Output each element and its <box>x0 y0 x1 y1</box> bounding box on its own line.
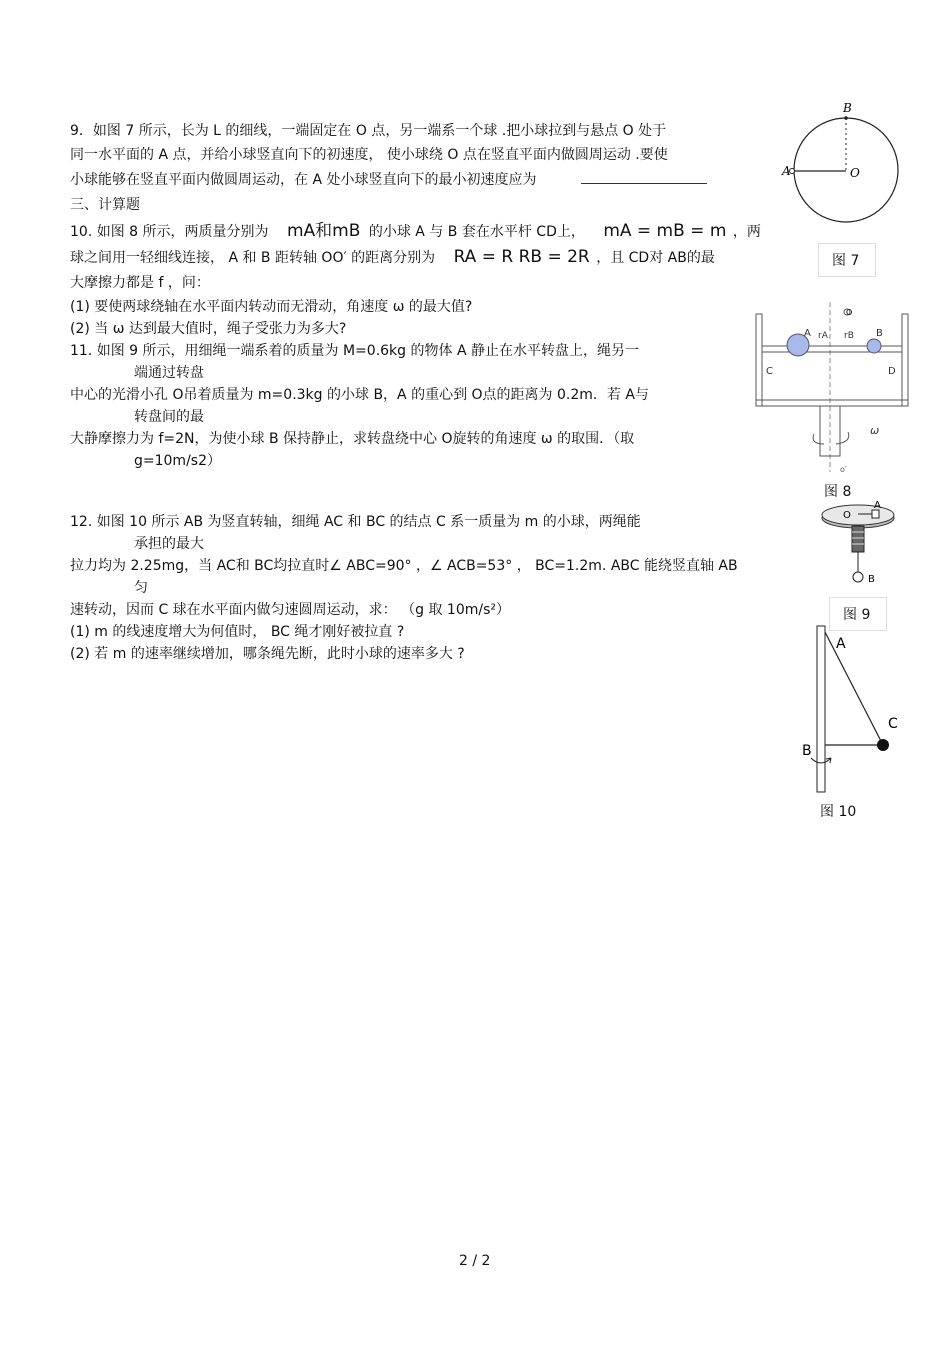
fig10-label-a: A <box>836 636 846 652</box>
fig8-label-c: C <box>766 366 773 377</box>
q9-line3-text: 小球能够在竖直平面内做圆周运动，在 A 处小球竖直向下的最小初速度应为 <box>70 172 537 188</box>
q9-line3 <box>70 170 707 189</box>
q10-formula-radii: RA = R RB = 2R <box>453 247 590 267</box>
fig9-ball-b <box>853 572 863 582</box>
q9-line1: 9．如图 7 所示，长为 L 的细线，一端固定在 O 点，另一端系一个球 .把小球拉到与悬点 O 处于 <box>70 123 667 139</box>
q10-sub1: (1) 要使两球绕轴在水平面内转动而无滑动，角速度 ω 的最大值? <box>70 299 473 315</box>
fig8-ball-b <box>867 339 881 353</box>
fig7-caption: 图 7 <box>832 253 860 269</box>
fig8-rotation-arrow <box>813 432 849 444</box>
fig7-label-b: B <box>843 101 852 115</box>
fig9-label-o: O <box>843 510 851 521</box>
fig8-right-post <box>902 314 908 406</box>
fig10-caption: 图 10 <box>820 804 857 820</box>
q11-line1: 11. 如图 9 所示，用细绳一端系着的质量为 M=0.6kg 的物体 A 静止在水平转盘上，绳另一 <box>70 343 639 359</box>
q12-line2b: 匀 <box>134 580 148 596</box>
q10-sub2: (2) 当 ω 达到最大值时，绳子受张力为多大? <box>70 321 347 337</box>
figure-9-turntable <box>818 500 908 592</box>
q11-line2: 中心的光滑小孔 O吊着质量为 m=0.3kg 的小球 B，A 的重心到 O点的距离为 0.2m．若 A与 <box>70 387 649 403</box>
figure-10-vertical-axis <box>795 622 905 794</box>
fig8-label-o: O <box>846 308 853 317</box>
q9-line2: 同一水平面的 A 点，并给小球竖直向下的初速度， 使小球绕 O 点在竖直平面内做圆周运动 .要使 <box>70 147 668 163</box>
q10-line1 <box>70 222 761 241</box>
answer-blank <box>581 170 707 184</box>
section-heading: 三、计算题 <box>70 197 140 213</box>
fig10-label-c: C <box>888 716 898 732</box>
q10-line2a: 球之间用一轻细线连接， A 和 B 距转轴 OO′ 的距离分别为 <box>70 250 436 266</box>
q10-formula-equal: mA = mB = m <box>603 221 727 241</box>
q11-line3: 大静摩擦力为 f=2N，为使小球 B 保持静止，求转盘绕中心 O旋转的角速度 ω 的取围．（取 <box>70 431 635 447</box>
fig9-disk-top <box>822 505 894 525</box>
q10-line2 <box>70 248 715 267</box>
fig10-string-ac <box>825 632 883 745</box>
fig9-caption: 图 9 <box>843 607 871 623</box>
fig8-label-ra: rA <box>818 331 828 341</box>
q10-line1b: 的小球 A 与 B 套在水平杆 CD上， <box>368 224 585 240</box>
q12-sub1: (1) m 的线速度增大为何值时， BC 绳才刚好被拉直 ? <box>70 624 405 640</box>
fig7-label-a: A <box>782 164 791 178</box>
fig9-shaft <box>852 526 864 552</box>
q11-line3b: g=10m/s2） <box>134 453 221 469</box>
q12-line3: 速转动，因而 C 球在水平面内做匀速圆周运动，求： （g 取 10m/s²） <box>70 602 510 618</box>
page-number: 2 / 2 <box>459 1253 491 1269</box>
fig7-label-o: O <box>850 166 860 180</box>
q10-line1c: ，两 <box>732 224 761 240</box>
fig10-axis-rod <box>817 626 825 792</box>
fig8-left-post <box>756 314 762 406</box>
q12-line2: 拉力均为 2.25mg，当 AC和 BC均拉直时∠ ABC=90° ，∠ ACB=53° ， BC=1.2m. ABC 能绕竖直轴 AB <box>70 558 738 574</box>
figure-7-circle <box>780 98 900 238</box>
fig8-label-rb: rB <box>844 331 854 341</box>
fig8-label-o-prime: o′ <box>840 465 847 474</box>
q11-line2b: 转盘间的最 <box>134 409 204 425</box>
fig9-label-a: A <box>874 500 881 511</box>
q10-line1a: 10. 如图 8 所示，两质量分别为 <box>70 224 269 240</box>
fig8-label-d: D <box>888 366 896 377</box>
fig9-block-a <box>872 510 879 518</box>
q10-line2b: ，且 CD对 AB的最 <box>596 250 715 266</box>
q12-line1: 12. 如图 10 所示 AB 为竖直转轴，细绳 AC 和 BC 的结点 C 系一质量为 m 的小球，两绳能 <box>70 514 641 530</box>
fig8-label-omega: ω <box>870 424 880 437</box>
fig8-caption: 图 8 <box>824 484 852 500</box>
q10-line3: 大摩擦力都是 f ，问： <box>70 275 210 291</box>
q12-sub2: (2) 若 m 的速率继续增加，哪条绳先断，此时小球的速率多大 ? <box>70 646 465 662</box>
fig10-ball-c <box>877 739 889 751</box>
fig9-label-b: B <box>868 574 875 585</box>
q10-formula-masses: mA和mB <box>286 221 361 241</box>
figure-8-rotating-frame <box>752 302 912 482</box>
fig10-label-b: B <box>802 743 812 759</box>
q11-line1b: 端通过转盘 <box>134 365 204 381</box>
fig7-point-b <box>844 116 848 120</box>
fig8-label-a: A <box>804 328 811 339</box>
q12-line1b: 承担的最大 <box>134 536 204 552</box>
fig8-label-b: B <box>876 328 883 339</box>
